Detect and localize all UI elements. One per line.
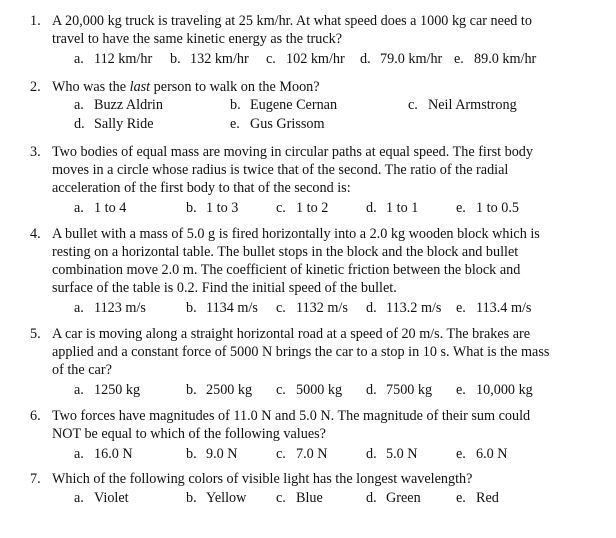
question-number: 5. bbox=[30, 326, 41, 342]
option-a: a. 1 to 4 bbox=[74, 200, 127, 216]
stem-line: Which of the following colors of visible light has the longest wavelength? bbox=[52, 471, 473, 487]
option-e: e. Gus Grissom bbox=[230, 116, 325, 132]
question-stem bbox=[52, 12, 604, 48]
option-d: d. 7500 kg bbox=[366, 382, 433, 398]
option-e: e. Red bbox=[456, 490, 499, 506]
stem-line: applied and a constant force of 5000 N brings the car to a stop in 10 s. What is the mass bbox=[52, 344, 550, 360]
option-e: e. 1 to 0.5 bbox=[456, 200, 519, 216]
option-a: a. 1123 m/s bbox=[74, 300, 146, 316]
option-d: d. 113.2 m/s bbox=[366, 300, 442, 316]
stem-line: of the car? bbox=[52, 362, 112, 378]
option-b: b. 132 km/hr bbox=[170, 51, 249, 67]
stem-line: travel to have the same kinetic energy as the truck? bbox=[52, 31, 343, 47]
option-c: c. 102 km/hr bbox=[266, 51, 345, 67]
option-a: a. 112 km/hr bbox=[74, 51, 153, 67]
option-a: a. 1250 kg bbox=[74, 382, 141, 398]
option-c: c. 1132 m/s bbox=[276, 300, 348, 316]
option-c: c. Neil Armstrong bbox=[408, 97, 517, 113]
option-b: b. 2500 kg bbox=[186, 382, 253, 398]
option-d: d. 5.0 N bbox=[366, 446, 418, 462]
question-stem bbox=[52, 143, 604, 197]
option-c: c. 1 to 2 bbox=[276, 200, 329, 216]
stem-line: A bullet with a mass of 5.0 g is fired horizontally into a 2.0 kg wooden block which is bbox=[52, 226, 540, 242]
stem-line: combination move 2.0 m. The coefficient of kinetic friction between the block and bbox=[52, 262, 521, 278]
emphasis-last: last bbox=[129, 79, 151, 95]
question-stem bbox=[52, 407, 604, 443]
option-d: d. 1 to 1 bbox=[366, 200, 419, 216]
question-stem bbox=[52, 225, 604, 297]
question-number: 2. bbox=[30, 79, 41, 95]
stem-line: resting on a horizontal table. The bullet stops in the block and the block and bullet bbox=[52, 244, 519, 260]
option-e: e. 6.0 N bbox=[456, 446, 508, 462]
stem-line: Who was the last person to walk on the Moon? bbox=[52, 79, 320, 95]
question-stem bbox=[52, 78, 604, 96]
stem-line: surface of the table is 0.2. Find the initial speed of the bullet. bbox=[52, 280, 397, 296]
option-b: b. 9.0 N bbox=[186, 446, 238, 462]
option-c: c. 7.0 N bbox=[276, 446, 328, 462]
option-d: d. 79.0 km/hr bbox=[360, 51, 443, 67]
option-b: b. 1134 m/s bbox=[186, 300, 258, 316]
stem-line: Two bodies of equal mass are moving in circular paths at equal speed. The first body bbox=[52, 144, 533, 160]
option-d: d. Green bbox=[366, 490, 421, 506]
option-d: d. Sally Ride bbox=[74, 116, 154, 132]
question-number: 4. bbox=[30, 226, 41, 242]
question-number: 1. bbox=[30, 13, 41, 29]
stem-line: acceleration of the first body to that of the second is: bbox=[52, 180, 351, 196]
question-stem bbox=[52, 325, 604, 379]
stem-line: A car is moving along a straight horizontal road at a speed of 20 m/s. The brakes are bbox=[52, 326, 531, 342]
option-b: b. Yellow bbox=[186, 490, 247, 506]
stem-line: moves in a circle whose radius is twice that of the second. The ratio of the radial bbox=[52, 162, 509, 178]
question-number: 6. bbox=[30, 408, 41, 424]
stem-line: NOT be equal to which of the following values? bbox=[52, 426, 326, 442]
option-c: c. Blue bbox=[276, 490, 323, 506]
option-e: e. 89.0 km/hr bbox=[454, 51, 537, 67]
option-e: e. 113.4 m/s bbox=[456, 300, 532, 316]
option-a: a. 16.0 N bbox=[74, 446, 133, 462]
option-c: c. 5000 kg bbox=[276, 382, 343, 398]
stem-line: Two forces have magnitudes of 11.0 N and 5.0 N. The magnitude of their sum could bbox=[52, 408, 531, 424]
stem-line: A 20,000 kg truck is traveling at 25 km/hr. At what speed does a 1000 kg car need to bbox=[52, 13, 532, 29]
question-number: 7. bbox=[30, 471, 41, 487]
option-a: a. Buzz Aldrin bbox=[74, 97, 163, 113]
option-e: e. 10,000 kg bbox=[456, 382, 533, 398]
option-a: a. Violet bbox=[74, 490, 129, 506]
option-b: b. 1 to 3 bbox=[186, 200, 239, 216]
question-number: 3. bbox=[30, 144, 41, 160]
option-b: b. Eugene Cernan bbox=[230, 97, 338, 113]
question-stem bbox=[52, 470, 604, 488]
